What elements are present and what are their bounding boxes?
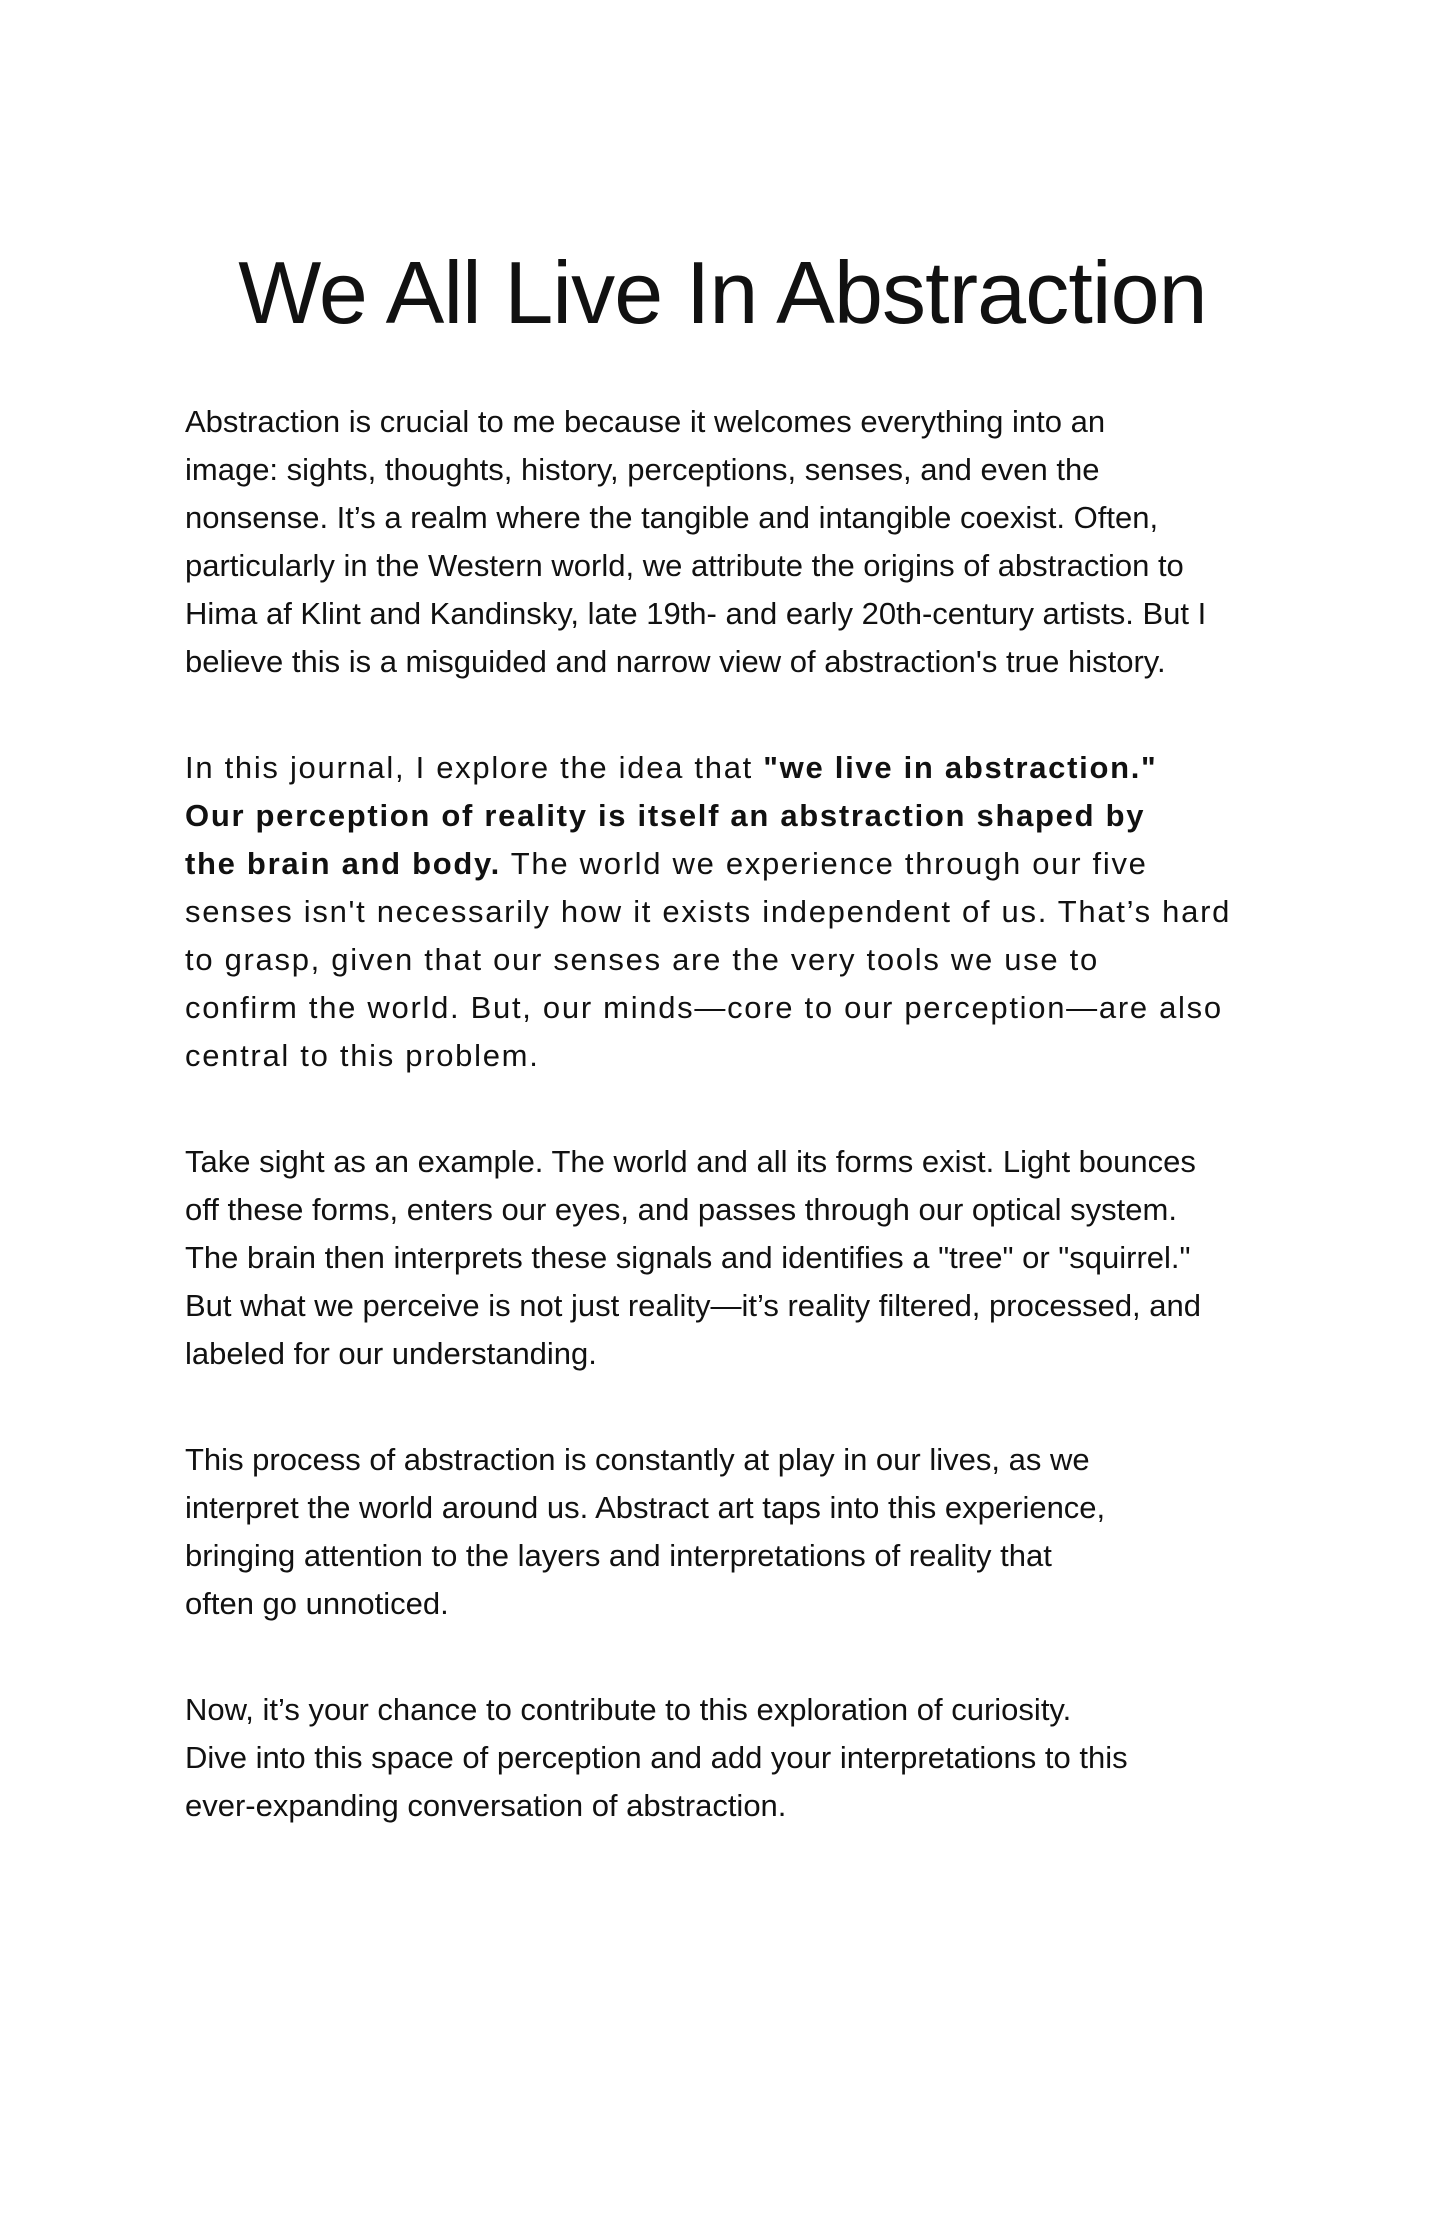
bold-text-segment: Our perception of reality is itself an abstraction shaped by xyxy=(185,798,1146,834)
text-segment: image: sights, thoughts, history, perceptions, senses, and even the xyxy=(185,452,1100,488)
text-segment: senses isn't necessarily how it exists independent of us. That’s hard xyxy=(185,894,1232,930)
text-line xyxy=(185,1138,1260,1186)
text-line xyxy=(185,888,1260,936)
text-segment: off these forms, enters our eyes, and passes through our optical system. xyxy=(185,1192,1177,1228)
text-line xyxy=(185,1734,1260,1782)
text-segment: to grasp, given that our senses are the very tools we use to xyxy=(185,942,1099,978)
paragraph xyxy=(185,1436,1260,1628)
text-line xyxy=(185,1580,1260,1628)
text-segment: Abstraction is crucial to me because it welcomes everything into an xyxy=(185,404,1106,440)
text-segment: Dive into this space of perception and add your interpretations to this xyxy=(185,1740,1128,1776)
text-segment: nonsense. It’s a realm where the tangible and intangible coexist. Often, xyxy=(185,500,1159,536)
text-segment: particularly in the Western world, we attribute the origins of abstraction to xyxy=(185,548,1184,584)
text-segment: interpret the world around us. Abstract art taps into this experience, xyxy=(185,1490,1106,1526)
bold-text-segment: the brain and body. xyxy=(185,846,501,882)
text-segment: But what we perceive is not just reality—it’s reality filtered, processed, and xyxy=(185,1288,1202,1324)
text-segment: central to this problem. xyxy=(185,1038,540,1074)
text-line xyxy=(185,840,1260,888)
text-line xyxy=(185,744,1260,792)
text-segment: Hima af Klint and Kandinsky, late 19th- and early 20th-century artists. But I xyxy=(185,596,1207,632)
text-line xyxy=(185,446,1260,494)
text-line xyxy=(185,1782,1260,1830)
text-line xyxy=(185,1234,1260,1282)
text-line xyxy=(185,1330,1260,1378)
text-line xyxy=(185,1532,1260,1580)
text-line xyxy=(185,1186,1260,1234)
text-segment: labeled for our understanding. xyxy=(185,1336,597,1372)
paragraph xyxy=(185,744,1260,1080)
text-segment: The brain then interprets these signals and identifies a "tree" or "squirrel." xyxy=(185,1240,1191,1276)
text-line xyxy=(185,638,1260,686)
text-segment: ever-expanding conversation of abstraction. xyxy=(185,1788,787,1824)
text-line xyxy=(185,984,1260,1032)
text-segment: The world we experience through our five xyxy=(501,846,1148,882)
text-line xyxy=(185,1032,1260,1080)
text-line xyxy=(185,590,1260,638)
paragraph xyxy=(185,1138,1260,1378)
body-text xyxy=(185,398,1260,1830)
text-segment: bringing attention to the layers and interpretations of reality that xyxy=(185,1538,1052,1574)
text-segment: This process of abstraction is constantly at play in our lives, as we xyxy=(185,1442,1090,1478)
journal-page xyxy=(185,0,1260,1830)
text-line xyxy=(185,792,1260,840)
text-segment: confirm the world. But, our minds—core to our perception—are also xyxy=(185,990,1223,1026)
text-segment: Now, it’s your chance to contribute to this exploration of curiosity. xyxy=(185,1692,1072,1728)
text-line xyxy=(185,936,1260,984)
text-line xyxy=(185,1686,1260,1734)
text-segment: believe this is a misguided and narrow view of abstraction's true history. xyxy=(185,644,1166,680)
paragraph xyxy=(185,1686,1260,1830)
text-line xyxy=(185,1436,1260,1484)
paragraph xyxy=(185,398,1260,686)
text-line xyxy=(185,398,1260,446)
text-line xyxy=(185,1484,1260,1532)
text-segment: Take sight as an example. The world and all its forms exist. Light bounces xyxy=(185,1144,1196,1180)
text-line xyxy=(185,494,1260,542)
text-segment: often go unnoticed. xyxy=(185,1586,449,1622)
page-title: We All Live In Abstraction xyxy=(238,243,1207,342)
bold-text-segment: "we live in abstraction." xyxy=(763,750,1158,786)
text-line xyxy=(185,542,1260,590)
text-line xyxy=(185,1282,1260,1330)
text-segment: In this journal, I explore the idea that xyxy=(185,750,764,786)
